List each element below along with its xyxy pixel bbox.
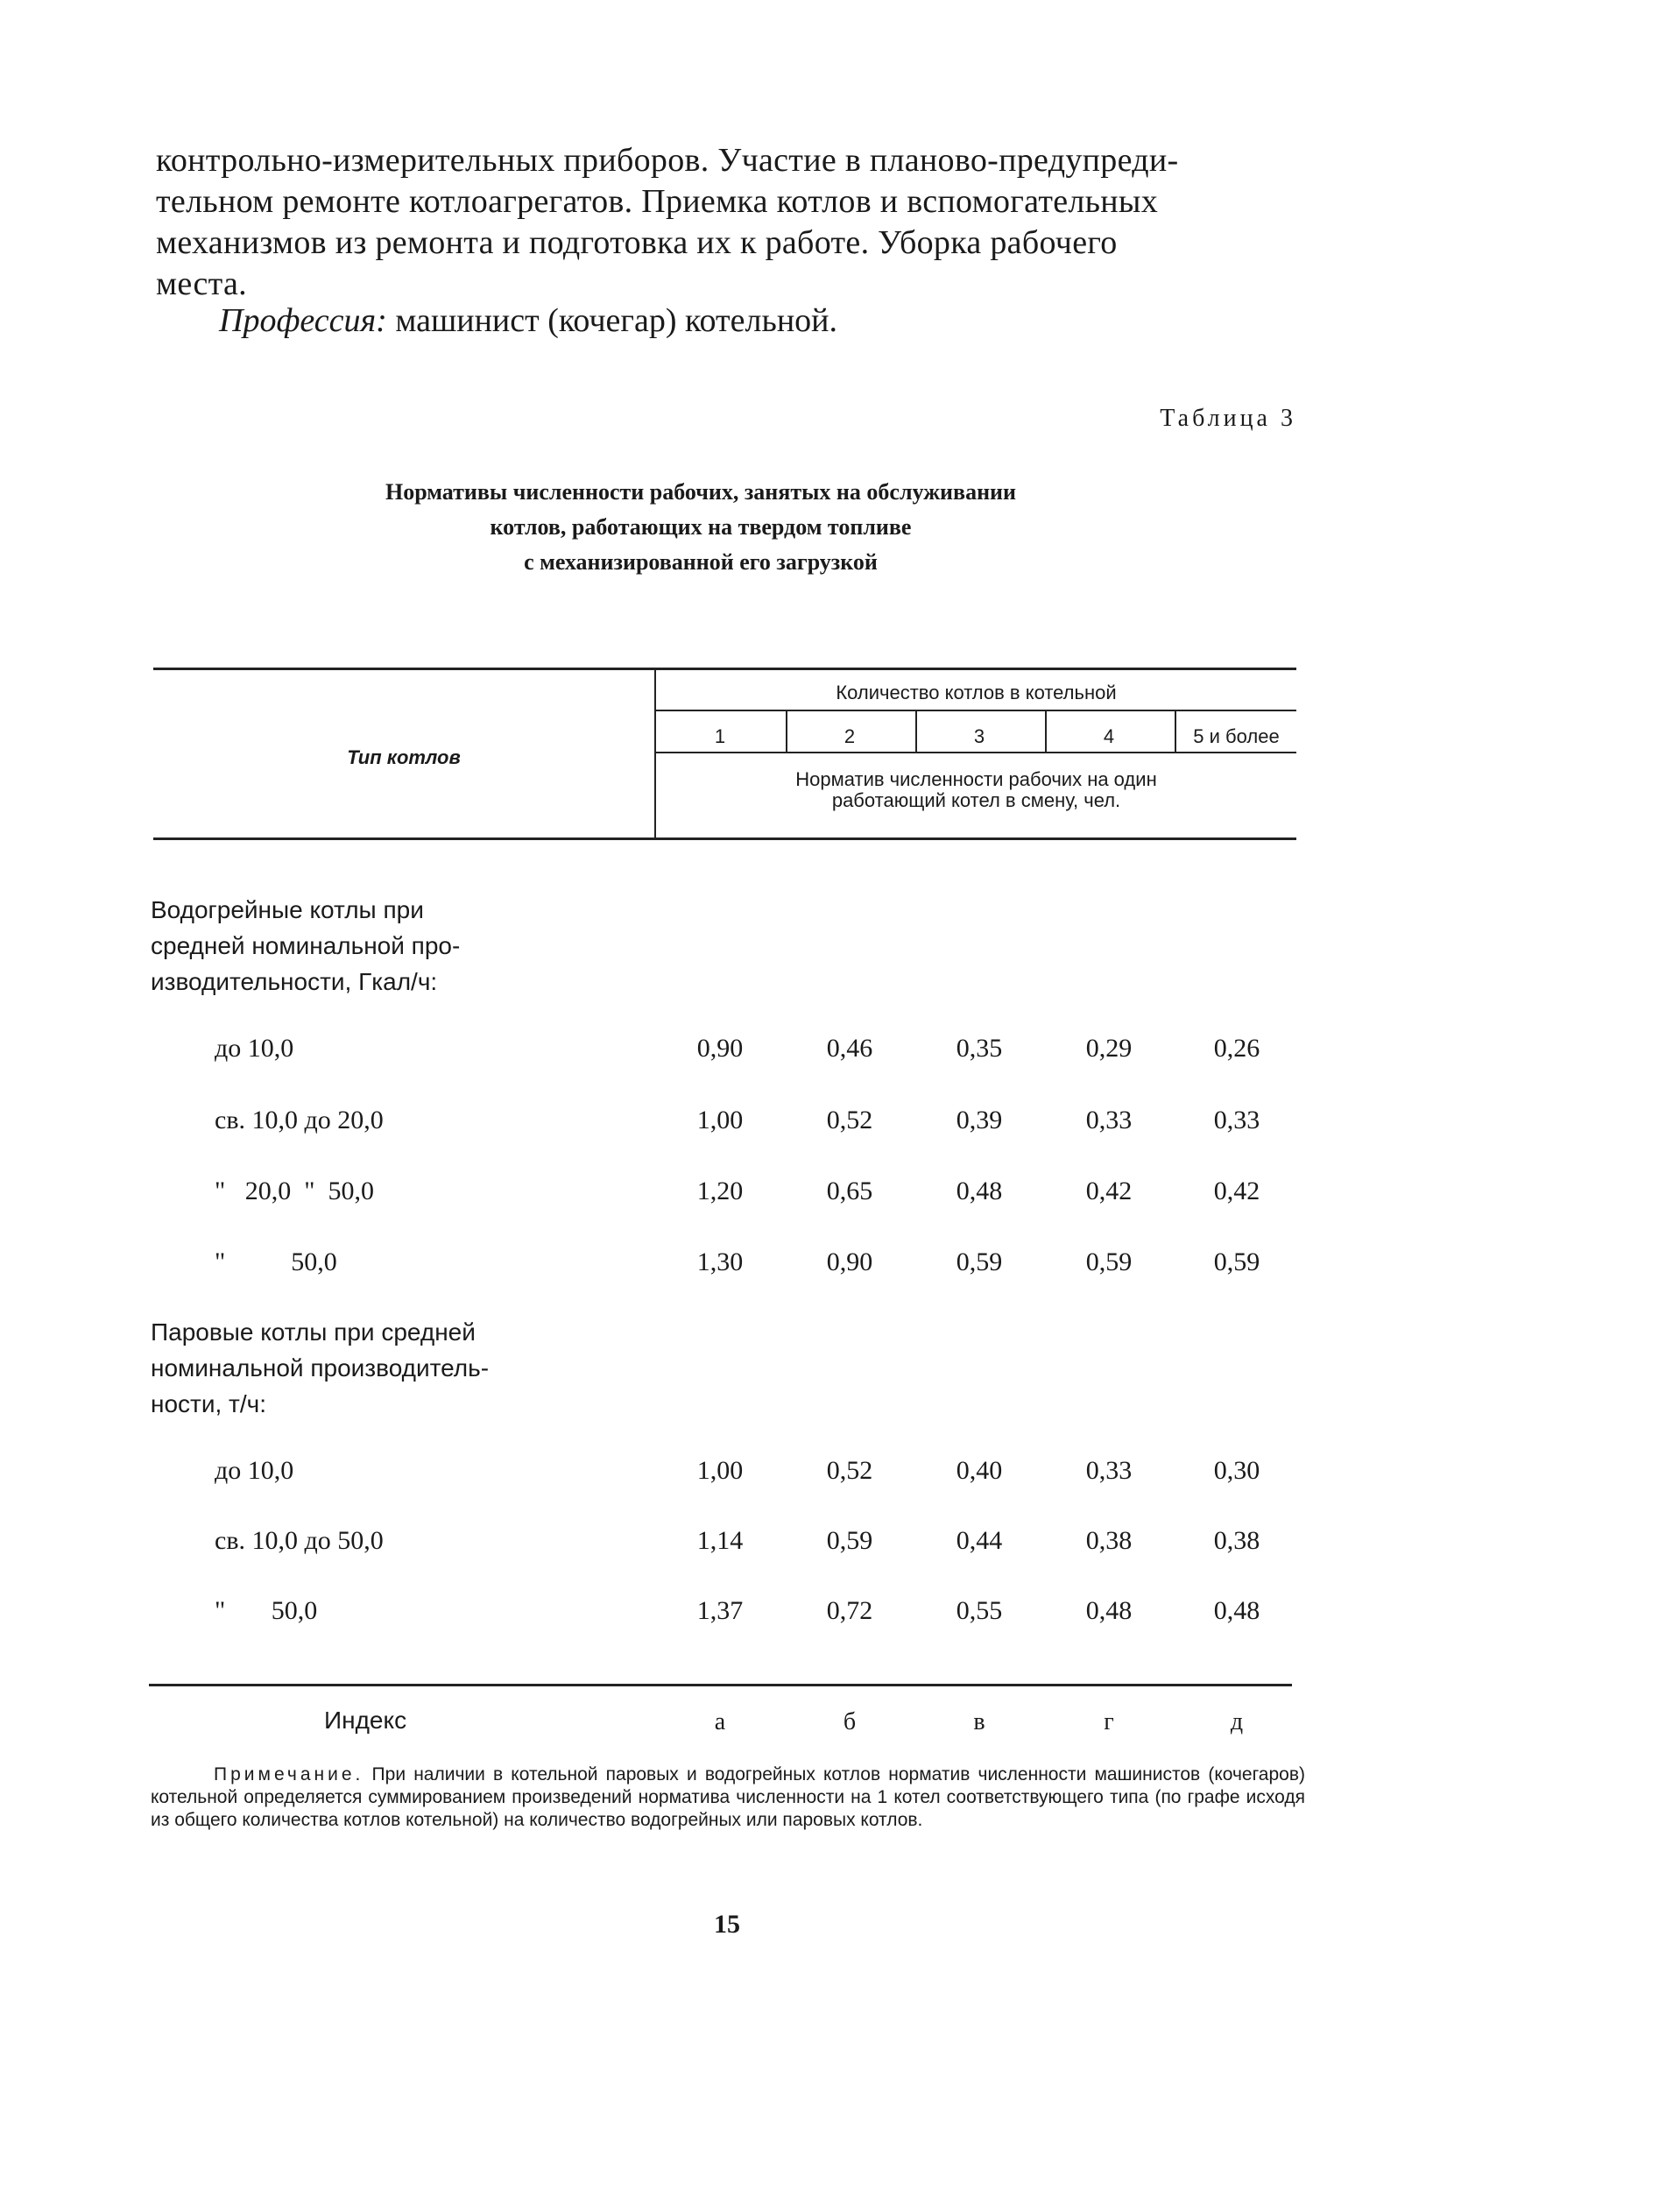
note-lead: Примечание. [214, 1764, 364, 1784]
table-number: Таблица 3 [1160, 405, 1296, 432]
title-line: котлов, работающих на твердом топливе [490, 514, 912, 540]
table-cell: 0,33 [1085, 1106, 1133, 1134]
index-value: д [1230, 1708, 1244, 1735]
section-line: изводительности, Гкал/ч: [151, 968, 438, 995]
column-divider [915, 711, 917, 752]
table-cell: 0,55 [956, 1596, 1003, 1625]
title-line: с механизированной его загрузкой [524, 549, 878, 575]
section-line: Водогрейные котлы при [151, 896, 424, 923]
paragraph-line: механизмов из ремонта и подготовка их к работе. Уборка рабочего [156, 224, 1118, 261]
row-label: " 20,0 " 50,0 [215, 1177, 374, 1205]
page-number: 15 [714, 1910, 740, 1939]
table-cell: 0,48 [956, 1177, 1003, 1205]
table-cell: 0,26 [1213, 1034, 1260, 1063]
columns-rule [656, 752, 1296, 753]
index-value: г [1104, 1708, 1114, 1735]
profession-line [219, 301, 837, 340]
table-cell: 0,48 [1085, 1596, 1133, 1625]
type-column-header: Тип котлов [347, 746, 461, 768]
table-cell: 1,37 [696, 1596, 744, 1625]
section-line: номинальной производитель- [151, 1354, 490, 1382]
table-cell: 0,59 [956, 1247, 1003, 1276]
table-cell: 0,35 [956, 1034, 1003, 1063]
table-cell: 0,59 [1085, 1247, 1133, 1276]
count-header-rule [656, 710, 1296, 711]
table-cell: 0,42 [1085, 1177, 1133, 1205]
row-label: до 10,0 [215, 1456, 294, 1485]
table-cell: 1,00 [696, 1456, 744, 1485]
paragraph-line: места. [156, 265, 247, 302]
column-number: 2 [844, 725, 856, 747]
row-label: " 50,0 [215, 1596, 318, 1625]
column-divider [786, 711, 787, 752]
table-cell: 0,59 [826, 1526, 873, 1555]
column-number: 3 [973, 725, 985, 747]
paragraph-line: тельном ремонте котлоагрегатов. Приемка котлов и вспомогательных [156, 183, 1159, 220]
column-number: 1 [714, 725, 726, 747]
table-note [151, 1763, 1305, 1832]
table-cell: 1,14 [696, 1526, 744, 1555]
paragraph-line: контрольно-измерительных приборов. Участие в планово-предупреди- [156, 142, 1179, 179]
row-label: " 50,0 [215, 1247, 337, 1276]
index-value: а [714, 1708, 726, 1735]
table-cell: 0,65 [826, 1177, 873, 1205]
section-water-heading [151, 892, 460, 1000]
table-cell: 0,59 [1213, 1247, 1260, 1276]
index-label: Индекс [324, 1707, 407, 1734]
table-cell: 0,42 [1213, 1177, 1260, 1205]
profession-label: Профессия: [219, 302, 387, 339]
count-header: Количество котлов в котельной [836, 682, 1117, 703]
index-value: в [973, 1708, 985, 1735]
section-line: средней номинальной про- [151, 932, 461, 959]
table-cell: 0,39 [956, 1106, 1003, 1134]
table-cell: 0,33 [1085, 1456, 1133, 1485]
table-cell: 1,30 [696, 1247, 744, 1276]
table-cell: 1,20 [696, 1177, 744, 1205]
table-top-rule [153, 668, 1296, 670]
column-divider [1045, 711, 1047, 752]
table-cell: 0,48 [1213, 1596, 1260, 1625]
header-bottom-rule [153, 837, 1296, 840]
table-cell: 0,90 [696, 1034, 744, 1063]
table-cell: 0,38 [1213, 1526, 1260, 1555]
index-value: б [843, 1708, 857, 1735]
table-cell: 0,30 [1213, 1456, 1260, 1485]
row-label: до 10,0 [215, 1034, 294, 1063]
column-number: 5 и более [1193, 725, 1280, 747]
table-cell: 1,00 [696, 1106, 744, 1134]
norm-header-line: Норматив численности рабочих на один [795, 768, 1157, 790]
intro-paragraph [156, 140, 1303, 305]
table-cell: 0,72 [826, 1596, 873, 1625]
table-cell: 0,29 [1085, 1034, 1133, 1063]
section-steam-heading [151, 1314, 489, 1422]
row-label: св. 10,0 до 50,0 [215, 1526, 384, 1555]
table-cell: 0,40 [956, 1456, 1003, 1485]
table-cell: 0,52 [826, 1106, 873, 1134]
profession-value: машинист (кочегар) котельной. [395, 302, 837, 339]
note-text: При наличии в котельной паровых и водогрейных котлов норматив численности машинистов (кочегаров) котельной определяется суммированием произведений норматива численности на 1 котел соответствующего типа (по графе исходя из общего количества котлов котельной) на количество водогрейных или паровых котлов. [151, 1764, 1305, 1830]
table-cell: 0,44 [956, 1526, 1003, 1555]
table-bottom-rule [149, 1684, 1292, 1686]
norm-header [656, 769, 1296, 811]
table-title [263, 475, 1139, 580]
title-line: Нормативы численности рабочих, занятых на обслуживании [385, 479, 1017, 505]
norm-header-line: работающий котел в смену, чел. [831, 789, 1121, 811]
row-label: св. 10,0 до 20,0 [215, 1106, 384, 1134]
table-cell: 0,46 [826, 1034, 873, 1063]
table-cell: 0,33 [1213, 1106, 1260, 1134]
table-cell: 0,90 [826, 1247, 873, 1276]
column-number: 4 [1103, 725, 1115, 747]
section-line: ности, т/ч: [151, 1390, 267, 1417]
table-cell: 0,52 [826, 1456, 873, 1485]
section-line: Паровые котлы при средней [151, 1318, 476, 1346]
table-cell: 0,38 [1085, 1526, 1133, 1555]
